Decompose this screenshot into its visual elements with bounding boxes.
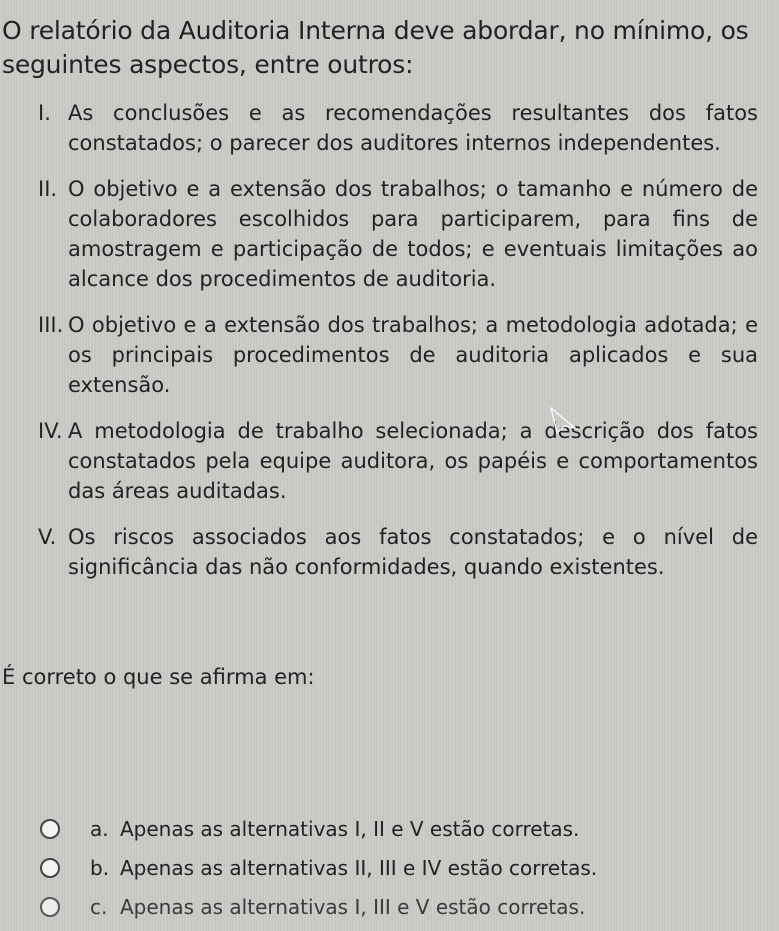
option-text: Apenas as alternativas I, II e V estão corretas. bbox=[120, 817, 580, 841]
radio-button[interactable] bbox=[40, 897, 60, 917]
question-intro: O relatório da Auditoria Interna deve abordar, no mínimo, os seguintes aspectos, entre outros: bbox=[2, 16, 749, 79]
statement-number: IV. bbox=[38, 419, 63, 443]
statement-number: I. bbox=[38, 101, 51, 125]
statement-item bbox=[38, 416, 758, 506]
option-text: Apenas as alternativas II, III e IV estão corretas. bbox=[120, 856, 598, 880]
answer-option-b[interactable] bbox=[40, 851, 760, 885]
radio-button[interactable] bbox=[40, 819, 60, 839]
radio-button[interactable] bbox=[40, 858, 60, 878]
answer-option-a[interactable] bbox=[40, 812, 760, 846]
statement-item bbox=[38, 310, 758, 400]
option-text: Apenas as alternativas I, III e V estão corretas. bbox=[120, 895, 586, 919]
statement-text: A metodologia de trabalho selecionada; a descrição dos fatos constatados pela equipe auditora, os papéis e comportamentos das áreas auditadas. bbox=[68, 419, 758, 503]
statement-number: II. bbox=[38, 177, 58, 201]
statement-item bbox=[38, 174, 758, 294]
option-letter: a. bbox=[90, 817, 109, 841]
statement-number: III. bbox=[38, 313, 64, 337]
statement-number: V. bbox=[38, 525, 57, 549]
statement-list bbox=[38, 98, 758, 598]
statement-item bbox=[38, 522, 758, 582]
statement-text: As conclusões e as recomendações resultantes dos fatos constatados; o parecer dos auditores internos independentes. bbox=[68, 101, 758, 155]
answer-option-c[interactable] bbox=[40, 890, 760, 924]
option-letter: b. bbox=[90, 856, 110, 880]
option-letter: c. bbox=[90, 895, 108, 919]
mouse-pointer-icon bbox=[548, 406, 578, 434]
answer-options bbox=[40, 812, 760, 929]
question-prompt: É correto o que se afirma em: bbox=[2, 665, 315, 689]
statement-text: O objetivo e a extensão dos trabalhos; o tamanho e número de colaboradores escolhidos para participarem, para fins de amostragem e participação de todos; e eventuais limitações ao alcance dos procedimentos de auditoria. bbox=[68, 177, 758, 291]
statement-text: Os riscos associados aos fatos constatados; e o nível de significância das não conformidades, quando existentes. bbox=[68, 525, 758, 579]
statement-item bbox=[38, 98, 758, 158]
statement-text: O objetivo e a extensão dos trabalhos; a metodologia adotada; e os principais procedimentos de auditoria aplicados e sua extensão. bbox=[68, 313, 758, 397]
